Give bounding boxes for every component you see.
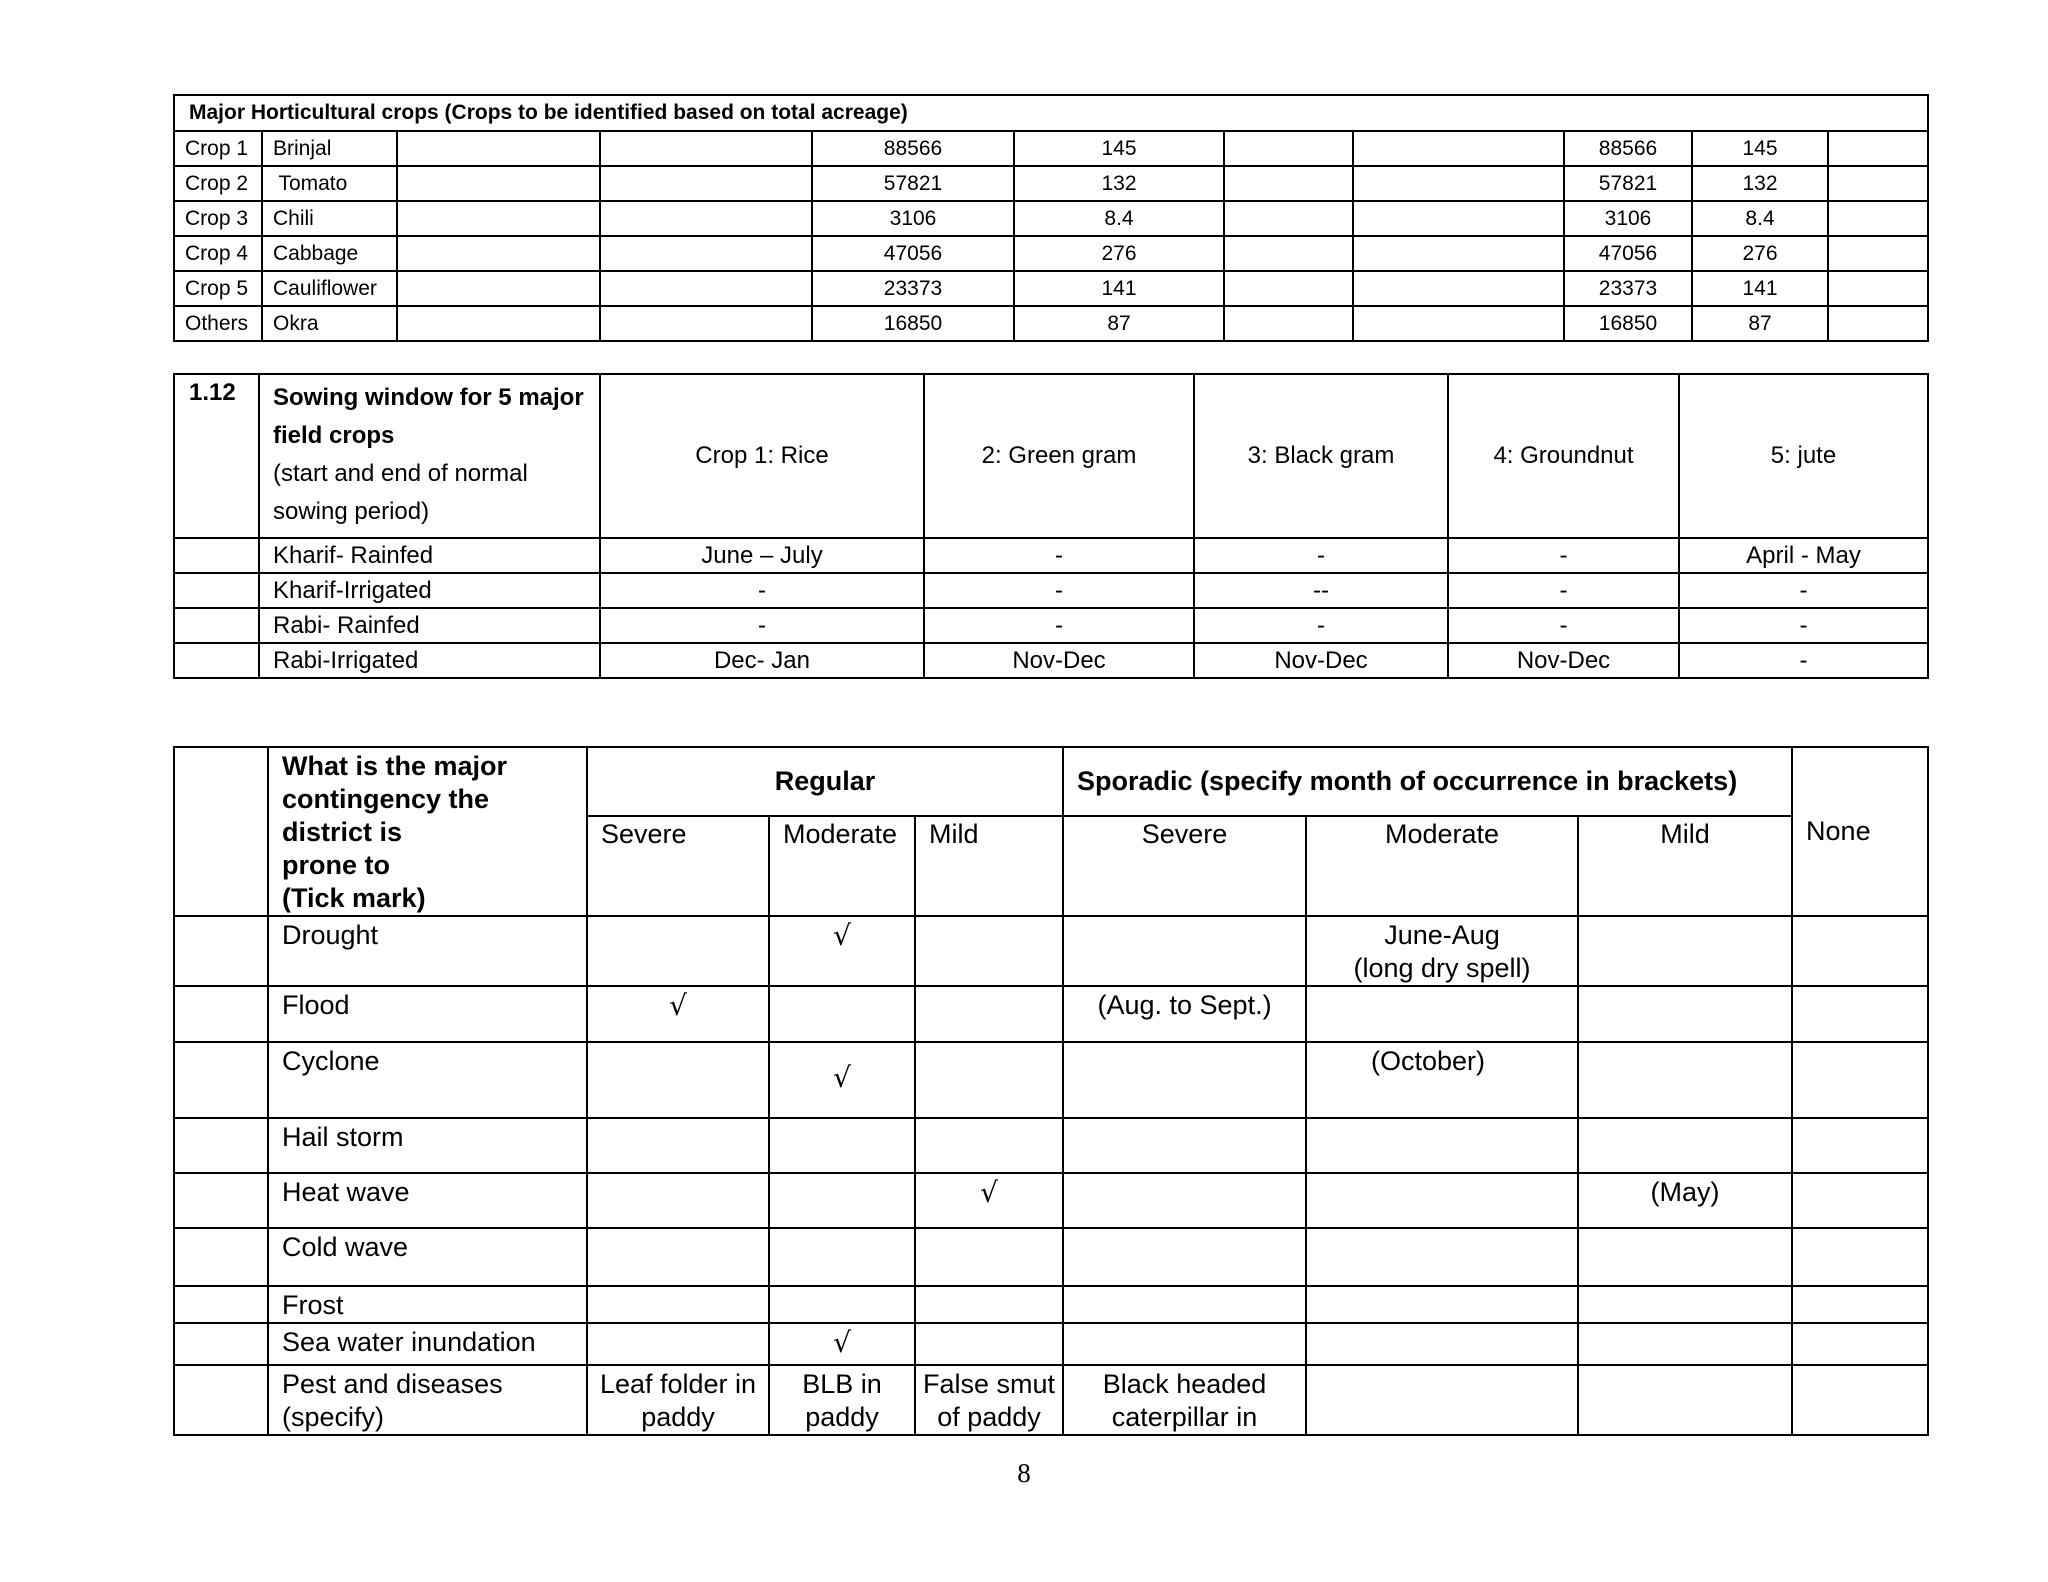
table-row xyxy=(174,1286,1928,1323)
label-line: Pest and diseases xyxy=(282,1369,503,1399)
crop-header: 2: Green gram xyxy=(924,374,1194,538)
empty-cell xyxy=(1306,1286,1578,1323)
empty-cell xyxy=(915,1118,1063,1173)
crop-production: 276 xyxy=(1014,236,1224,271)
empty-cell xyxy=(1224,236,1353,271)
empty-cell xyxy=(1353,271,1564,306)
contingency-label: Frost xyxy=(268,1286,587,1323)
table-row xyxy=(174,1173,1928,1228)
sowing-value: - xyxy=(1448,573,1679,608)
sowing-value: - xyxy=(600,608,924,643)
empty-cell xyxy=(397,131,600,166)
crop-total-area: 57821 xyxy=(1564,166,1692,201)
empty-cell xyxy=(600,271,812,306)
empty-cell xyxy=(174,1286,268,1323)
empty-cell xyxy=(1353,201,1564,236)
empty-cell xyxy=(1578,916,1792,986)
empty-cell xyxy=(174,1118,268,1173)
sowing-value: - xyxy=(1448,608,1679,643)
sowing-title xyxy=(259,374,600,538)
table-row xyxy=(174,306,1928,341)
sowing-value: - xyxy=(1679,608,1928,643)
tick-mark-glyph: √ xyxy=(833,1061,851,1094)
contingency-label: Heat wave xyxy=(268,1173,587,1228)
table-row xyxy=(174,166,1928,201)
value-line: Black headed xyxy=(1102,1369,1267,1399)
empty-cell xyxy=(174,747,268,916)
crop-total-area: 16850 xyxy=(1564,306,1692,341)
crop-total-production: 132 xyxy=(1692,166,1828,201)
empty-cell xyxy=(1578,1286,1792,1323)
empty-cell xyxy=(1063,1286,1306,1323)
table-row xyxy=(174,131,1928,166)
sowing-subtitle-line: (start and end of normal xyxy=(273,460,528,487)
empty-cell xyxy=(1828,131,1928,166)
crop-production: 132 xyxy=(1014,166,1224,201)
sowing-value: - xyxy=(924,573,1194,608)
value-line: Leaf folder in xyxy=(599,1369,757,1399)
tick-mark xyxy=(769,1042,915,1118)
crop-label: Others xyxy=(174,306,262,341)
empty-cell xyxy=(587,1286,769,1323)
regular-header: Regular xyxy=(587,747,1063,816)
regular-severe-header: Severe xyxy=(587,816,769,916)
tick-mark xyxy=(769,916,915,986)
sowing-value: - xyxy=(1448,538,1679,573)
empty-cell xyxy=(1828,271,1928,306)
empty-cell xyxy=(1828,201,1928,236)
empty-cell xyxy=(1792,1173,1928,1228)
crop-total-production: 87 xyxy=(1692,306,1828,341)
empty-cell xyxy=(174,608,259,643)
sporadic-moderate-value xyxy=(1306,916,1578,986)
sowing-window-table xyxy=(173,373,1929,679)
crop-production: 141 xyxy=(1014,271,1224,306)
crop-name: Cabbage xyxy=(262,236,397,271)
value-line: paddy xyxy=(641,1402,715,1432)
crop-total-area: 23373 xyxy=(1564,271,1692,306)
empty-cell xyxy=(174,986,268,1042)
empty-cell xyxy=(174,538,259,573)
horticulture-table xyxy=(173,94,1929,342)
crop-total-production: 141 xyxy=(1692,271,1828,306)
empty-cell xyxy=(1063,1118,1306,1173)
crop-name: Tomato xyxy=(262,166,397,201)
season-label: Kharif-Irrigated xyxy=(259,573,600,608)
empty-cell xyxy=(600,236,812,271)
regular-moderate-header: Moderate xyxy=(769,816,915,916)
sowing-value: Nov-Dec xyxy=(924,643,1194,678)
crop-area: 23373 xyxy=(812,271,1014,306)
empty-cell xyxy=(397,306,600,341)
sowing-value: - xyxy=(1194,538,1448,573)
empty-cell xyxy=(174,1365,268,1435)
sowing-title-line: Sowing window for 5 major xyxy=(273,384,584,411)
empty-cell xyxy=(769,1286,915,1323)
value-line: (long dry spell) xyxy=(1353,953,1531,983)
empty-cell xyxy=(1063,1173,1306,1228)
crop-name: Brinjal xyxy=(262,131,397,166)
crop-total-production: 8.4 xyxy=(1692,201,1828,236)
table-row xyxy=(174,1118,1928,1173)
empty-cell xyxy=(1224,166,1353,201)
season-label: Rabi-Irrigated xyxy=(259,643,600,678)
crop-name: Chili xyxy=(262,201,397,236)
empty-cell xyxy=(587,1118,769,1173)
empty-cell xyxy=(397,201,600,236)
empty-cell xyxy=(1578,986,1792,1042)
empty-cell xyxy=(174,1173,268,1228)
label-line: (specify) xyxy=(282,1402,385,1432)
tick-mark-glyph: √ xyxy=(833,1326,851,1359)
question-line: What is the major xyxy=(282,751,508,781)
empty-cell xyxy=(174,643,259,678)
sowing-value: -- xyxy=(1194,573,1448,608)
table-row xyxy=(174,643,1928,678)
value-line: BLB in xyxy=(802,1369,882,1399)
crop-area: 57821 xyxy=(812,166,1014,201)
contingency-label: Cold wave xyxy=(268,1228,587,1286)
crop-header: 5: jute xyxy=(1679,374,1928,538)
empty-cell xyxy=(1224,306,1353,341)
empty-cell xyxy=(174,1042,268,1118)
crop-label: Crop 4 xyxy=(174,236,262,271)
empty-cell xyxy=(1306,1365,1578,1435)
empty-cell xyxy=(1306,1228,1578,1286)
empty-cell xyxy=(397,271,600,306)
sowing-value: - xyxy=(924,538,1194,573)
empty-cell xyxy=(1224,271,1353,306)
tick-mark-glyph: √ xyxy=(980,1176,998,1209)
empty-cell xyxy=(1792,1286,1928,1323)
question-line: contingency the district is xyxy=(282,784,490,847)
crop-name: Okra xyxy=(262,306,397,341)
empty-cell xyxy=(1063,1323,1306,1365)
empty-cell xyxy=(174,1323,268,1365)
sowing-value: Dec- Jan xyxy=(600,643,924,678)
crop-area: 16850 xyxy=(812,306,1014,341)
sporadic-header: Sporadic (specify month of occurrence in brackets) xyxy=(1063,747,1792,816)
none-header: None xyxy=(1792,747,1928,916)
table-row xyxy=(174,271,1928,306)
page-number: 8 xyxy=(1017,1458,1031,1488)
contingency-label: Sea water inundation xyxy=(268,1323,587,1365)
contingency-label: Drought xyxy=(268,916,587,986)
empty-cell xyxy=(769,1228,915,1286)
empty-cell xyxy=(1792,1228,1928,1286)
value-line: June-Aug xyxy=(1384,920,1500,950)
empty-cell xyxy=(1353,306,1564,341)
empty-cell xyxy=(397,236,600,271)
table-row xyxy=(174,201,1928,236)
empty-cell xyxy=(769,1118,915,1173)
sporadic-mild-header: Mild xyxy=(1578,816,1792,916)
crop-total-area: 3106 xyxy=(1564,201,1692,236)
empty-cell xyxy=(1353,166,1564,201)
sporadic-severe-header: Severe xyxy=(1063,816,1306,916)
empty-cell xyxy=(915,1042,1063,1118)
empty-cell xyxy=(1578,1042,1792,1118)
empty-cell xyxy=(1063,1042,1306,1118)
sporadic-mild-value: (May) xyxy=(1578,1173,1792,1228)
contingency-table xyxy=(173,746,1929,1436)
empty-cell xyxy=(915,986,1063,1042)
tick-mark xyxy=(769,1323,915,1365)
empty-cell xyxy=(915,1286,1063,1323)
empty-cell xyxy=(1063,916,1306,986)
empty-cell xyxy=(174,1228,268,1286)
regular-mild-header: Mild xyxy=(915,816,1063,916)
tick-mark-glyph: √ xyxy=(669,989,687,1022)
regular-mild-value xyxy=(915,1365,1063,1435)
contingency-label: Cyclone xyxy=(268,1042,587,1118)
contingency-question xyxy=(268,747,587,916)
sowing-value: - xyxy=(1194,608,1448,643)
empty-cell xyxy=(1578,1118,1792,1173)
table-row xyxy=(174,1228,1928,1286)
crop-total-area: 88566 xyxy=(1564,131,1692,166)
table-row xyxy=(174,916,1928,986)
empty-cell xyxy=(587,1228,769,1286)
value-line: of paddy xyxy=(937,1402,1041,1432)
empty-cell xyxy=(1792,1323,1928,1365)
crop-total-production: 276 xyxy=(1692,236,1828,271)
table-row xyxy=(174,573,1928,608)
tick-mark-glyph: √ xyxy=(833,919,851,952)
sowing-subtitle-line: sowing period) xyxy=(273,498,430,525)
sowing-value: Nov-Dec xyxy=(1448,643,1679,678)
contingency-label: Hail storm xyxy=(268,1118,587,1173)
question-line: (Tick mark) xyxy=(282,883,426,913)
empty-cell xyxy=(915,916,1063,986)
empty-cell xyxy=(1306,986,1578,1042)
empty-cell xyxy=(1353,131,1564,166)
question-line: prone to xyxy=(282,850,390,880)
tick-mark xyxy=(915,1173,1063,1228)
empty-cell xyxy=(174,573,259,608)
empty-cell xyxy=(600,166,812,201)
empty-cell xyxy=(1828,306,1928,341)
empty-cell xyxy=(587,1323,769,1365)
crop-area: 88566 xyxy=(812,131,1014,166)
crop-name: Cauliflower xyxy=(262,271,397,306)
crop-production: 87 xyxy=(1014,306,1224,341)
table-row xyxy=(174,608,1928,643)
empty-cell xyxy=(397,166,600,201)
contingency-label: Flood xyxy=(268,986,587,1042)
crop-label: Crop 3 xyxy=(174,201,262,236)
empty-cell xyxy=(769,1173,915,1228)
sporadic-severe-value: (Aug. to Sept.) xyxy=(1063,986,1306,1042)
empty-cell xyxy=(1792,916,1928,986)
empty-cell xyxy=(1578,1365,1792,1435)
empty-cell xyxy=(1578,1228,1792,1286)
empty-cell xyxy=(1306,1118,1578,1173)
crop-total-area: 47056 xyxy=(1564,236,1692,271)
sowing-header-row xyxy=(174,374,1928,538)
value-line: paddy xyxy=(805,1402,879,1432)
empty-cell xyxy=(600,201,812,236)
table-row xyxy=(174,538,1928,573)
empty-cell xyxy=(1063,1228,1306,1286)
season-label: Rabi- Rainfed xyxy=(259,608,600,643)
sowing-value: - xyxy=(924,608,1194,643)
table-row xyxy=(174,236,1928,271)
regular-moderate-value xyxy=(769,1365,915,1435)
tick-mark xyxy=(587,986,769,1042)
contingency-header-row xyxy=(174,747,1928,816)
empty-cell xyxy=(1353,236,1564,271)
empty-cell xyxy=(1792,1042,1928,1118)
empty-cell xyxy=(1792,1118,1928,1173)
crop-header: Crop 1: Rice xyxy=(600,374,924,538)
crop-area: 3106 xyxy=(812,201,1014,236)
empty-cell xyxy=(587,1173,769,1228)
empty-cell xyxy=(1224,201,1353,236)
sporadic-severe-value xyxy=(1063,1365,1306,1435)
empty-cell xyxy=(915,1228,1063,1286)
sowing-value: - xyxy=(1679,573,1928,608)
empty-cell xyxy=(174,916,268,986)
crop-label: Crop 2 xyxy=(174,166,262,201)
empty-cell xyxy=(1828,236,1928,271)
empty-cell xyxy=(1792,986,1928,1042)
empty-cell xyxy=(769,986,915,1042)
sowing-value: - xyxy=(1679,643,1928,678)
sowing-value: June – July xyxy=(600,538,924,573)
empty-cell xyxy=(600,306,812,341)
sporadic-moderate-header: Moderate xyxy=(1306,816,1578,916)
crop-production: 8.4 xyxy=(1014,201,1224,236)
empty-cell xyxy=(587,1042,769,1118)
crop-production: 145 xyxy=(1014,131,1224,166)
horticulture-title: Major Horticultural crops (Crops to be identified based on total acreage) xyxy=(174,95,1928,131)
regular-severe-value xyxy=(587,1365,769,1435)
value-line: caterpillar in xyxy=(1111,1402,1258,1432)
crop-total-production: 145 xyxy=(1692,131,1828,166)
crop-label: Crop 5 xyxy=(174,271,262,306)
empty-cell xyxy=(1578,1323,1792,1365)
empty-cell xyxy=(1792,1365,1928,1435)
section-number: 1.12 xyxy=(174,374,259,538)
empty-cell xyxy=(915,1323,1063,1365)
table-row xyxy=(174,986,1928,1042)
sporadic-moderate-value: (October) xyxy=(1306,1042,1578,1118)
table-row xyxy=(174,1365,1928,1435)
empty-cell xyxy=(1306,1323,1578,1365)
sowing-value: Nov-Dec xyxy=(1194,643,1448,678)
crop-area: 47056 xyxy=(812,236,1014,271)
crop-header: 4: Groundnut xyxy=(1448,374,1679,538)
crop-label: Crop 1 xyxy=(174,131,262,166)
sowing-value: April - May xyxy=(1679,538,1928,573)
horticulture-header-row xyxy=(174,95,1928,131)
empty-cell xyxy=(1828,166,1928,201)
season-label: Kharif- Rainfed xyxy=(259,538,600,573)
table-row xyxy=(174,1042,1928,1118)
empty-cell xyxy=(600,131,812,166)
empty-cell xyxy=(1306,1173,1578,1228)
value-line: False smut xyxy=(922,1369,1056,1399)
table-row xyxy=(174,1323,1928,1365)
empty-cell xyxy=(587,916,769,986)
contingency-label xyxy=(268,1365,587,1435)
empty-cell xyxy=(1224,131,1353,166)
sowing-value: - xyxy=(600,573,924,608)
sowing-title-line: field crops xyxy=(273,422,395,449)
crop-header: 3: Black gram xyxy=(1194,374,1448,538)
